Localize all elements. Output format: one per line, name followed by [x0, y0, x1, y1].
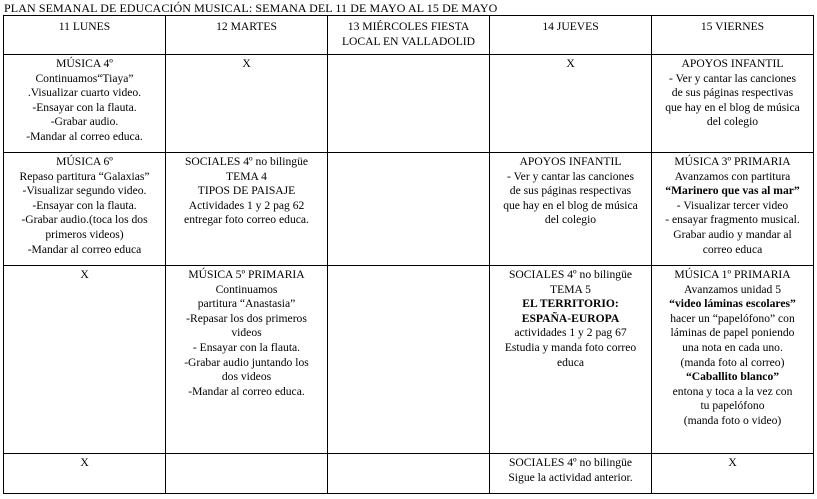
cell-row2-martes [166, 153, 328, 266]
cell-row1-viernes [652, 55, 814, 153]
cell-line: (manda foto al correo) [680, 355, 785, 369]
cell-line: TEMA 5 [550, 282, 591, 296]
cell-line: APOYOS INFANTIL [519, 155, 622, 168]
cell-line: X [242, 57, 251, 70]
cell-row2-viernes [652, 153, 814, 266]
cell-line: de sus páginas respectivas [671, 86, 794, 100]
cell-row3-martes [166, 266, 328, 454]
cell-line: -Visualizar segundo video. [22, 184, 147, 198]
cell-line: “Caballito blanco” [685, 370, 780, 384]
cell-line: que hay en el blog de música [503, 198, 638, 212]
cell-line: -Grabar audio.(toca los dos [21, 213, 148, 227]
cell-line: Grabar audio y mandar al [673, 227, 792, 241]
cell-line: MÚSICA 5º PRIMARIA [188, 268, 305, 281]
table-row [4, 153, 814, 266]
cell-line: láminas de papel poniendo [670, 326, 795, 340]
cell-line: - Visualizar tercer video [676, 198, 789, 212]
cell-line: X [566, 57, 575, 70]
cell-line: -Ensayar con la flauta. [32, 198, 137, 212]
cell-line: (manda foto o video) [683, 413, 782, 427]
cell-row4-viernes [652, 454, 814, 494]
header-viernes: 15 VIERNES [652, 16, 814, 55]
cell-line: “Marinero que vas al mar” [665, 184, 800, 198]
cell-line: tu papelófono [700, 399, 765, 413]
cell-line: SOCIALES 4º no bilingüe [508, 268, 633, 281]
cell-line: -Repasar los dos primeros [186, 311, 307, 325]
cell-line: ESPAÑA-EUROPA [521, 311, 620, 325]
cell-row1-lunes [4, 55, 166, 153]
cell-line: videos [231, 326, 262, 340]
cell-line: dos videos [221, 370, 272, 384]
cell-line: MÚSICA 6º [56, 155, 113, 168]
cell-line: X [728, 456, 737, 469]
cell-row4-miercoles [328, 454, 490, 494]
cell-line: -Grabar audio juntando los [184, 355, 309, 369]
cell-row4-martes [166, 454, 328, 494]
cell-line: Continuamos“Tiaya” [35, 71, 134, 85]
cell-line: - ensayar fragmento musical. [665, 213, 800, 227]
cell-line: Avanzamos unidad 5 [683, 282, 782, 296]
cell-row1-miercoles [328, 55, 490, 153]
cell-line: del colegio [544, 213, 597, 227]
cell-line: primeros videos) [45, 227, 124, 241]
cell-line: actividades 1 y 2 pag 67 [514, 326, 627, 340]
cell-line: hacer un “papelófono” con [670, 311, 795, 325]
cell-line: - Ver y cantar las canciones [507, 169, 634, 183]
cell-line: .Visualizar cuarto video. [27, 86, 142, 100]
cell-row2-jueves [490, 153, 652, 266]
header-martes: 12 MARTES [166, 16, 328, 55]
cell-line: EL TERRITORIO: [522, 297, 619, 311]
cell-line: -Grabar audio. [50, 115, 119, 129]
cell-line: Continuamos [215, 282, 278, 296]
header-jueves: 14 JUEVES [490, 16, 652, 55]
cell-line: partitura “Anastasia” [197, 297, 296, 311]
cell-line: SOCIALES 4º no bilingüe [184, 155, 309, 168]
cell-row2-lunes [4, 153, 166, 266]
cell-line: entona y toca a la vez con [672, 384, 793, 398]
cell-line: una nota en cada uno. [682, 340, 783, 354]
cell-line: SOCIALES 4º no bilingüe [508, 456, 633, 469]
cell-line: - Ver y cantar las canciones [669, 71, 796, 85]
cell-line: TEMA 4 [226, 169, 267, 183]
header-lunes: 11 LUNES [4, 16, 166, 55]
cell-line: X [80, 456, 89, 469]
cell-line: Repaso partitura “Galaxias” [19, 169, 150, 183]
cell-line: APOYOS INFANTIL [681, 57, 784, 70]
cell-row3-jueves [490, 266, 652, 454]
table-row [4, 266, 814, 454]
cell-line: Actividades 1 y 2 pag 62 [188, 198, 305, 212]
table-row [4, 55, 814, 153]
cell-line: del colegio [706, 115, 759, 129]
cell-line: que hay en el blog de música [665, 100, 800, 114]
cell-line: -Mandar al correo educa [27, 242, 142, 256]
cell-row3-miercoles [328, 266, 490, 454]
page-title: PLAN SEMANAL DE EDUCACIÓN MUSICAL: SEMANA DEL 11 DE MAYO AL 15 DE MAYO [4, 1, 498, 15]
cell-line: -Mandar al correo educa. [188, 384, 305, 398]
cell-line: correo educa [702, 242, 763, 256]
cell-line: Estudia y manda foto correo [504, 340, 637, 354]
cell-row2-miercoles [328, 153, 490, 266]
cell-line: “video láminas escolares” [669, 297, 796, 311]
table-row [4, 454, 814, 494]
cell-line: -Ensayar con la flauta. [32, 100, 137, 114]
cell-line: - Ensayar con la flauta. [192, 340, 301, 354]
cell-line: MÚSICA 3º PRIMARIA [674, 155, 791, 168]
cell-row3-viernes [652, 266, 814, 454]
cell-row1-jueves [490, 55, 652, 153]
cell-line: de sus páginas respectivas [509, 184, 632, 198]
header-row [4, 16, 814, 55]
cell-line: MÚSICA 1º PRIMARIA [674, 268, 791, 281]
header-miercoles: 13 MIÉRCOLES FIESTA LOCAL EN VALLADOLID [328, 16, 490, 55]
cell-row1-martes [166, 55, 328, 153]
cell-line: Sigue la actividad anterior. [508, 470, 633, 484]
cell-row4-lunes [4, 454, 166, 494]
cell-line: X [80, 268, 89, 281]
cell-line: MÚSICA 4º [56, 57, 113, 70]
cell-line: educa [556, 355, 585, 369]
cell-row4-jueves [490, 454, 652, 494]
cell-line: entregar foto correo educa. [184, 213, 309, 227]
cell-line: Avanzamos con partitura [674, 169, 791, 183]
weekly-plan-table [3, 15, 814, 494]
cell-line: -Mandar al correo educa. [26, 129, 143, 143]
cell-row3-lunes [4, 266, 166, 454]
cell-line: TIPOS DE PAISAJE [197, 184, 296, 198]
